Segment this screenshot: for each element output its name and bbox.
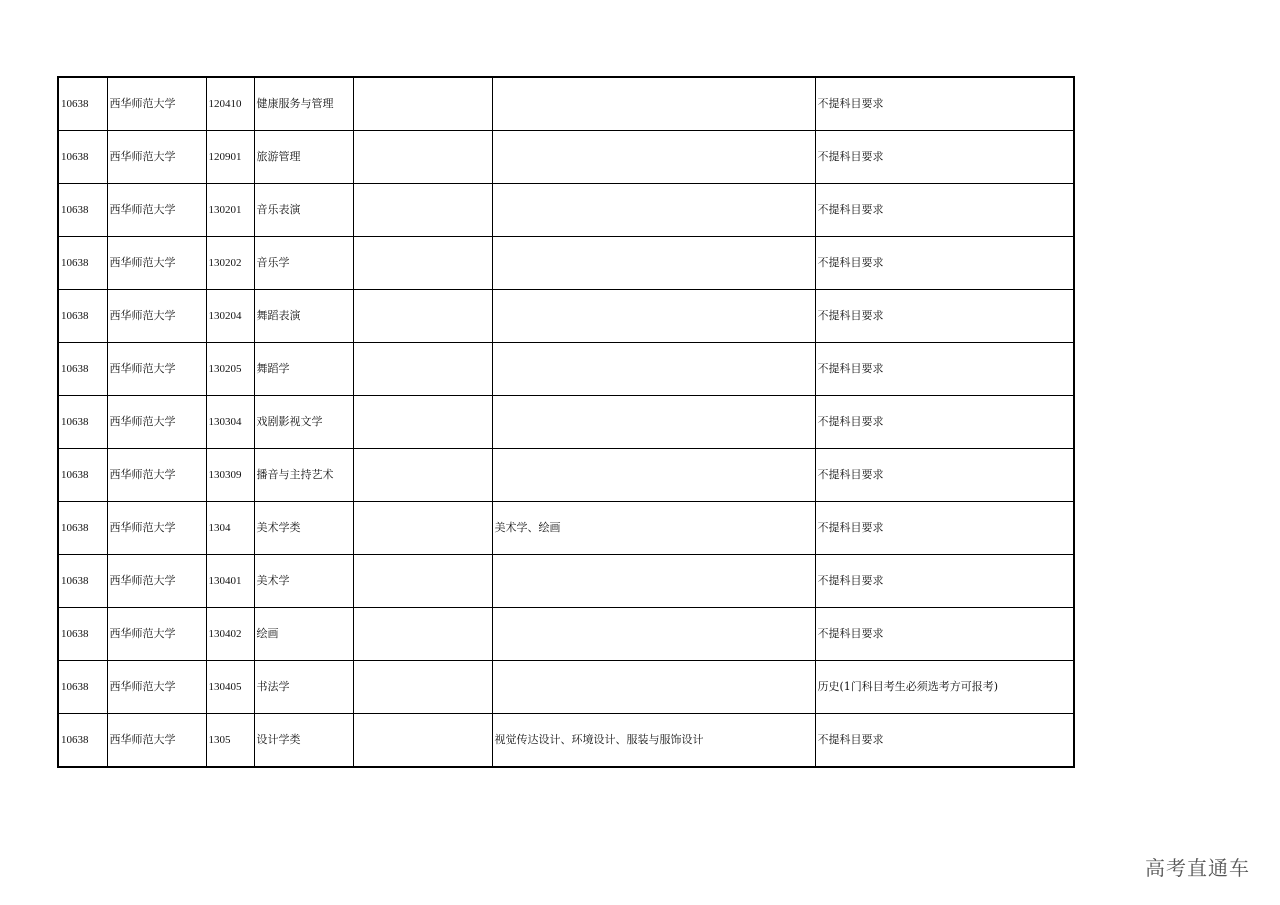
major-code-cell: 130201 xyxy=(206,184,254,237)
category-cell xyxy=(353,449,492,502)
subject-requirement-cell: 不提科目要求 xyxy=(815,502,1074,555)
major-code-cell: 130401 xyxy=(206,555,254,608)
subject-requirement-cell: 历史(1门科目考生必须选考方可报考) xyxy=(815,661,1074,714)
institution-name-cell: 西华师范大学 xyxy=(107,77,206,131)
subject-requirement-cell: 不提科目要求 xyxy=(815,184,1074,237)
included-majors-cell xyxy=(492,396,815,449)
table-row xyxy=(58,343,1074,396)
major-code-cell: 1304 xyxy=(206,502,254,555)
table-row xyxy=(58,661,1074,714)
institution-code-cell: 10638 xyxy=(58,608,107,661)
category-cell xyxy=(353,714,492,768)
subject-requirement-cell: 不提科目要求 xyxy=(815,77,1074,131)
included-majors-cell xyxy=(492,184,815,237)
table-row xyxy=(58,396,1074,449)
included-majors-cell xyxy=(492,661,815,714)
major-code-cell: 130304 xyxy=(206,396,254,449)
major-code-cell: 130202 xyxy=(206,237,254,290)
table-row xyxy=(58,77,1074,131)
institution-code-cell: 10638 xyxy=(58,184,107,237)
institution-name-cell: 西华师范大学 xyxy=(107,184,206,237)
institution-name-cell: 西华师范大学 xyxy=(107,396,206,449)
subject-requirements-table xyxy=(57,76,1075,768)
institution-code-cell: 10638 xyxy=(58,237,107,290)
institution-name-cell: 西华师范大学 xyxy=(107,343,206,396)
institution-code-cell: 10638 xyxy=(58,502,107,555)
table-row xyxy=(58,184,1074,237)
major-code-cell: 130204 xyxy=(206,290,254,343)
included-majors-cell xyxy=(492,449,815,502)
institution-name-cell: 西华师范大学 xyxy=(107,449,206,502)
table-row xyxy=(58,131,1074,184)
major-code-cell: 130402 xyxy=(206,608,254,661)
institution-name-cell: 西华师范大学 xyxy=(107,714,206,768)
included-majors-cell xyxy=(492,555,815,608)
category-cell xyxy=(353,502,492,555)
table-row xyxy=(58,555,1074,608)
major-code-cell: 1305 xyxy=(206,714,254,768)
institution-code-cell: 10638 xyxy=(58,555,107,608)
table-row xyxy=(58,290,1074,343)
institution-code-cell: 10638 xyxy=(58,290,107,343)
category-cell xyxy=(353,290,492,343)
category-cell xyxy=(353,184,492,237)
major-name-cell: 书法学 xyxy=(254,661,353,714)
included-majors-cell: 视觉传达设计、环境设计、服装与服饰设计 xyxy=(492,714,815,768)
major-name-cell: 舞蹈表演 xyxy=(254,290,353,343)
category-cell xyxy=(353,343,492,396)
major-name-cell: 戏剧影视文学 xyxy=(254,396,353,449)
category-cell xyxy=(353,77,492,131)
category-cell xyxy=(353,555,492,608)
institution-name-cell: 西华师范大学 xyxy=(107,237,206,290)
subject-requirement-cell: 不提科目要求 xyxy=(815,290,1074,343)
subject-requirement-cell: 不提科目要求 xyxy=(815,714,1074,768)
major-name-cell: 美术学 xyxy=(254,555,353,608)
subject-requirement-cell: 不提科目要求 xyxy=(815,237,1074,290)
included-majors-cell xyxy=(492,131,815,184)
institution-name-cell: 西华师范大学 xyxy=(107,555,206,608)
institution-code-cell: 10638 xyxy=(58,396,107,449)
major-code-cell: 120901 xyxy=(206,131,254,184)
subject-requirement-cell: 不提科目要求 xyxy=(815,449,1074,502)
institution-code-cell: 10638 xyxy=(58,343,107,396)
category-cell xyxy=(353,396,492,449)
category-cell xyxy=(353,131,492,184)
included-majors-cell xyxy=(492,77,815,131)
included-majors-cell: 美术学、绘画 xyxy=(492,502,815,555)
subject-requirement-cell: 不提科目要求 xyxy=(815,343,1074,396)
watermark-text: 高考直通车 xyxy=(1145,856,1250,880)
included-majors-cell xyxy=(492,237,815,290)
institution-name-cell: 西华师范大学 xyxy=(107,661,206,714)
institution-code-cell: 10638 xyxy=(58,77,107,131)
subject-requirement-cell: 不提科目要求 xyxy=(815,396,1074,449)
category-cell xyxy=(353,608,492,661)
table-body xyxy=(58,77,1074,767)
table-row xyxy=(58,608,1074,661)
subject-requirement-cell: 不提科目要求 xyxy=(815,555,1074,608)
subject-requirement-cell: 不提科目要求 xyxy=(815,131,1074,184)
institution-code-cell: 10638 xyxy=(58,449,107,502)
included-majors-cell xyxy=(492,608,815,661)
major-name-cell: 美术学类 xyxy=(254,502,353,555)
table-row xyxy=(58,449,1074,502)
institution-code-cell: 10638 xyxy=(58,131,107,184)
category-cell xyxy=(353,237,492,290)
major-name-cell: 播音与主持艺术 xyxy=(254,449,353,502)
major-code-cell: 130405 xyxy=(206,661,254,714)
institution-code-cell: 10638 xyxy=(58,714,107,768)
category-cell xyxy=(353,661,492,714)
included-majors-cell xyxy=(492,290,815,343)
major-code-cell: 120410 xyxy=(206,77,254,131)
institution-name-cell: 西华师范大学 xyxy=(107,502,206,555)
institution-code-cell: 10638 xyxy=(58,661,107,714)
major-name-cell: 音乐学 xyxy=(254,237,353,290)
institution-name-cell: 西华师范大学 xyxy=(107,131,206,184)
major-code-cell: 130309 xyxy=(206,449,254,502)
major-name-cell: 舞蹈学 xyxy=(254,343,353,396)
subject-requirement-cell: 不提科目要求 xyxy=(815,608,1074,661)
major-name-cell: 绘画 xyxy=(254,608,353,661)
institution-name-cell: 西华师范大学 xyxy=(107,608,206,661)
table-row xyxy=(58,502,1074,555)
table-row xyxy=(58,714,1074,768)
major-name-cell: 设计学类 xyxy=(254,714,353,768)
institution-name-cell: 西华师范大学 xyxy=(107,290,206,343)
major-name-cell: 旅游管理 xyxy=(254,131,353,184)
included-majors-cell xyxy=(492,343,815,396)
major-name-cell: 健康服务与管理 xyxy=(254,77,353,131)
major-name-cell: 音乐表演 xyxy=(254,184,353,237)
table-row xyxy=(58,237,1074,290)
major-code-cell: 130205 xyxy=(206,343,254,396)
